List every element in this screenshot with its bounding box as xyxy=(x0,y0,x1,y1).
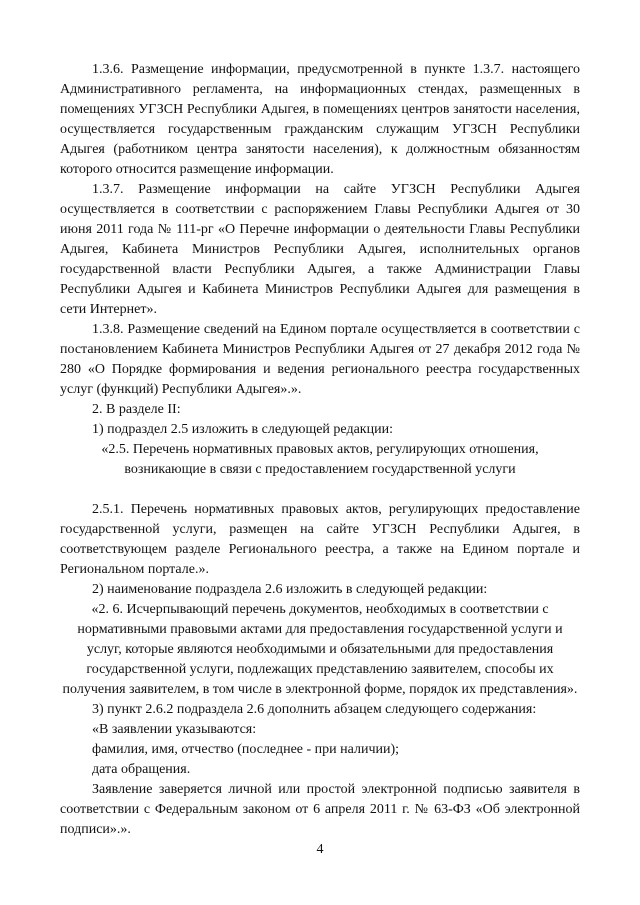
paragraph-subsection-2-6-instruction: 2) наименование подраздела 2.6 изложить в следующей редакции: xyxy=(92,582,488,597)
paragraph-signature: Заявление заверяется личной или простой электронной подписью заявителя в соответствии с Федеральным законом от 6 апреля 2011 г. № 63-ФЗ «Об электронной подписи».». xyxy=(60,782,580,837)
paragraph-full-name: фамилия, имя, отчество (последнее - при наличии); xyxy=(92,742,400,757)
blank-line xyxy=(60,480,580,500)
heading-2-6: «2. 6. Исчерпывающий перечень документов, необходимых в соответствии с нормативными правовыми актами для предоставления государственной услуги и услуг, которые являются необходимыми и обязательными для предоставления государственной услуги, подлежащих представлению заявителем, способы их получения заявителем, в том числе в электронной форме, порядок их представления». xyxy=(62,602,578,697)
paragraph-subsection-2-5-instruction: 1) подраздел 2.5 изложить в следующей редакции: xyxy=(92,422,393,437)
paragraph-1-3-6: 1.3.6. Размещение информации, предусмотренной в пункте 1.3.7. настоящего Административного регламента, на информационных стендах, размещенных в помещениях УГЗСН Республики Адыгея, в помещениях центров занятости населения, осуществляется государственным гражданским служащим УГЗСН Республики Адыгея (работником центра занятости населения), к должностным обязанностям которого относится размещение информации. xyxy=(60,62,580,177)
paragraph-section-2: 2. В разделе II: xyxy=(92,402,181,417)
paragraph-date: дата обращения. xyxy=(92,762,191,777)
page-number: 4 xyxy=(316,842,324,857)
document-page xyxy=(60,60,580,840)
paragraph-1-3-7: 1.3.7. Размещение информации на сайте УГЗСН Республики Адыгея осуществляется в соответствии с распоряжением Главы Республики Адыгея от 30 июня 2011 года № 111-рг «О Перечне информации о деятельности Главы Республики Адыгея, Кабинета Министров Республики Адыгея, исполнительных органов государственной власти Республики Адыгея, а также Администрации Главы Республики Адыгея и Кабинета Министров Республики Адыгея для размещения в сети Интернет». xyxy=(60,182,580,317)
paragraph-application-fields-intro: «В заявлении указываются: xyxy=(92,722,257,737)
paragraph-2-5-1: 2.5.1. Перечень нормативных правовых актов, регулирующих предоставление государственной услуги, размещен на сайте УГЗСН Республики Адыгея, в соответствующем разделе Регионального реестра, а также на Едином портале и Региональном портале.». xyxy=(60,502,580,577)
heading-2-5: «2.5. Перечень нормативных правовых актов, регулирующих отношения, возникающие в связи с предоставлением государственной услуги xyxy=(101,442,539,477)
paragraph-2-6-2-instruction: 3) пункт 2.6.2 подраздела 2.6 дополнить абзацем следующего содержания: xyxy=(92,702,537,717)
paragraph-1-3-8: 1.3.8. Размещение сведений на Едином портале осуществляется в соответствии с постановлением Кабинета Министров Республики Адыгея от 27 декабря 2012 года № 280 «О Порядке формирования и ведения регионального реестра государственных услуг (функций) Республики Адыгея».». xyxy=(60,322,580,397)
